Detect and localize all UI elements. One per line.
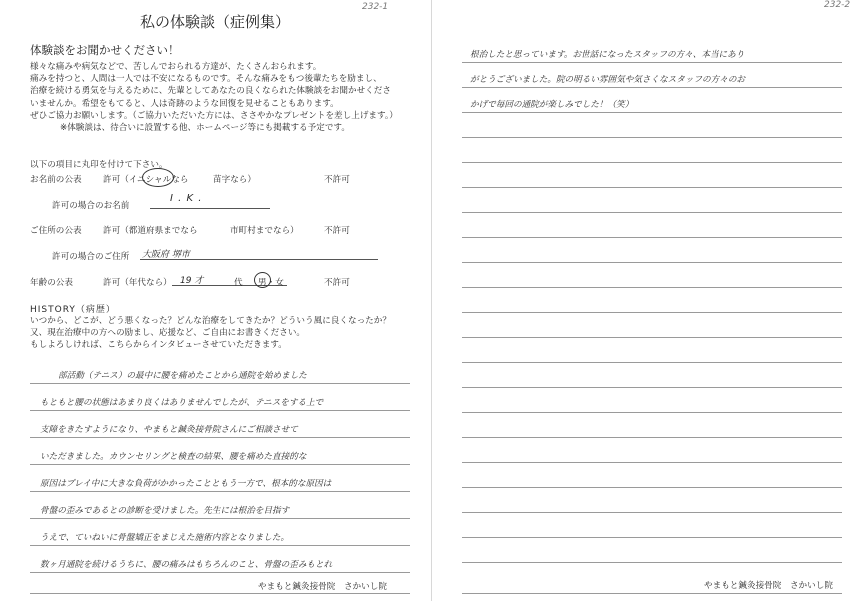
form-title: 私の体験談（症例集） [139, 13, 290, 31]
ruled-line [462, 487, 842, 488]
name-value: I . K . [170, 193, 203, 204]
ruled-line [462, 262, 842, 263]
intro-note: ※体験談は、待合いに設置する他、ホームページ等にも掲載する予定です。 [60, 123, 350, 134]
ruled-line [462, 593, 842, 594]
gender-circle [254, 272, 271, 288]
story-line: 部活動（テニス）の最中に腰を痛めたことから通院を始めました [58, 371, 307, 381]
name-row-surname: 苗字なら） [213, 175, 256, 185]
age-row-permit: 許可（年代なら） [103, 278, 172, 288]
instruction-text: 以下の項目に丸印を付けて下さい。 [30, 160, 168, 170]
left-page [0, 0, 430, 601]
ruled-line [462, 512, 842, 513]
ruled-line [462, 387, 842, 388]
age-row-gender: 男・女 [258, 278, 284, 288]
name-value-line [150, 208, 270, 209]
ruled-line [30, 491, 410, 492]
ruled-line [462, 62, 842, 63]
page-number-right: 232-2 [824, 0, 851, 10]
story-line: 根治したと思っています。お世話になったスタッフの方々、本当にあり [470, 50, 745, 60]
story-line: かげで毎回の通院が楽しみでした！（笑） [470, 100, 634, 110]
ruled-line [462, 562, 842, 563]
age-value: 19 才 [180, 276, 204, 286]
story-line: 原因はプレイ中に大きな負荷がかかったことともう一方で、根本的な原因は [40, 479, 332, 489]
age-row-deny: 不許可 [324, 278, 350, 288]
ruled-line [462, 187, 842, 188]
story-line: いただきました。カウンセリングと検査の結果、腰を痛めた直接的な [40, 452, 307, 462]
age-row-label: 年齢の公表 [30, 278, 73, 288]
ruled-line [462, 462, 842, 463]
history-question: もしよろしければ、こちらからインタビューさせていただきます。 [30, 340, 287, 351]
ruled-line [462, 437, 842, 438]
history-question: いつから、どこが、どう悪くなった？どんな治療をしてきたか？どういう風に良くなったか？ [30, 316, 391, 326]
address-value: 大阪府 堺市 [142, 250, 190, 260]
address-row-label: ご住所の公表 [30, 226, 82, 236]
ruled-line [462, 87, 842, 88]
ruled-line [462, 137, 842, 138]
ruled-line [30, 572, 410, 573]
ruled-line [30, 437, 410, 438]
ruled-line [30, 593, 410, 594]
intro-text [30, 61, 415, 134]
selection-circle [142, 168, 174, 187]
ruled-line [462, 537, 842, 538]
name-row-permit: 許可（イニシャルなら [103, 175, 189, 185]
story-line: がとうございました。院の明るい雰囲気や気さくなスタッフの方々のお [470, 75, 746, 85]
address-value-label: 許可の場合のご住所 [52, 252, 130, 262]
ruled-line [462, 237, 842, 238]
ruled-line [30, 410, 410, 411]
page-number-left: 232-1 [362, 2, 389, 12]
history-heading: HISTORY（病歴） [30, 305, 116, 315]
history-questions [30, 315, 391, 352]
form-heading: 体験談をお聞かせください！ [30, 43, 180, 57]
story-line: 支障をきたすようになり、やまもと鍼灸接骨院さんにご相談させて [40, 425, 298, 435]
intro-line: いませんか。希望をもてると、人は奇跡のような回復を見せることもあります。 [30, 98, 339, 109]
ruled-line [462, 212, 842, 213]
right-page [431, 0, 861, 601]
history-question: 又、現在治療中の方への励まし、応援など、ご自由にお書きください。 [30, 328, 306, 339]
story-line: 数ヶ月通院を続けるうちに、腰の痛みはもちろんのこと、骨盤の歪みもとれ [40, 560, 333, 570]
ruled-line [462, 412, 842, 413]
ruled-line [462, 337, 842, 338]
story-line: うえで、ていねいに骨盤矯正をまじえた施術内容となりました。 [40, 533, 290, 543]
ruled-line [30, 464, 410, 465]
ruled-line [30, 545, 410, 546]
address-row-deny: 不許可 [324, 226, 350, 236]
clinic-name-left: やまもと鍼灸接骨院 さかいし院 [258, 582, 387, 592]
name-value-label: 許可の場合のお名前 [52, 201, 130, 211]
age-row-era: 代 [234, 278, 243, 288]
intro-line: 治療を続ける勇気を与えるために、先輩としてあなたの良くなられた体験談をお聞かせくださ [30, 86, 391, 97]
address-row-permit: 許可（都道府県までなら [103, 226, 198, 236]
ruled-line [30, 383, 410, 384]
ruled-line [30, 518, 410, 519]
ruled-line [462, 162, 842, 163]
ruled-line [462, 362, 842, 363]
ruled-line [462, 312, 842, 313]
name-row-deny: 不許可 [324, 175, 350, 185]
clinic-name-right: やまもと鍼灸接骨院 さかいし院 [704, 581, 833, 591]
name-row-label: お名前の公表 [30, 175, 82, 185]
intro-line: 痛みを持つと、人間は一人では不安になるものです。そんな痛みをもつ後輩たちを励まし、 [30, 74, 382, 85]
intro-line: 様々な痛みや病気などで、苦しんでおられる方達が、たくさんおられます。 [30, 62, 322, 72]
intro-line: ぜひご協力お願いします。（ご協力いただいた方には、ささやかなプレゼントを差し上げます。） [30, 110, 398, 121]
story-line: もともと腰の状態はあまり良くはありませんでしたが、テニスをする上で [40, 398, 324, 408]
story-line: 骨盤の歪みであるとの診断を受けました。先生には根治を目指す [40, 506, 290, 516]
ruled-line [462, 112, 842, 113]
address-row-city: 市町村までなら） [230, 226, 299, 236]
ruled-line [462, 287, 842, 288]
